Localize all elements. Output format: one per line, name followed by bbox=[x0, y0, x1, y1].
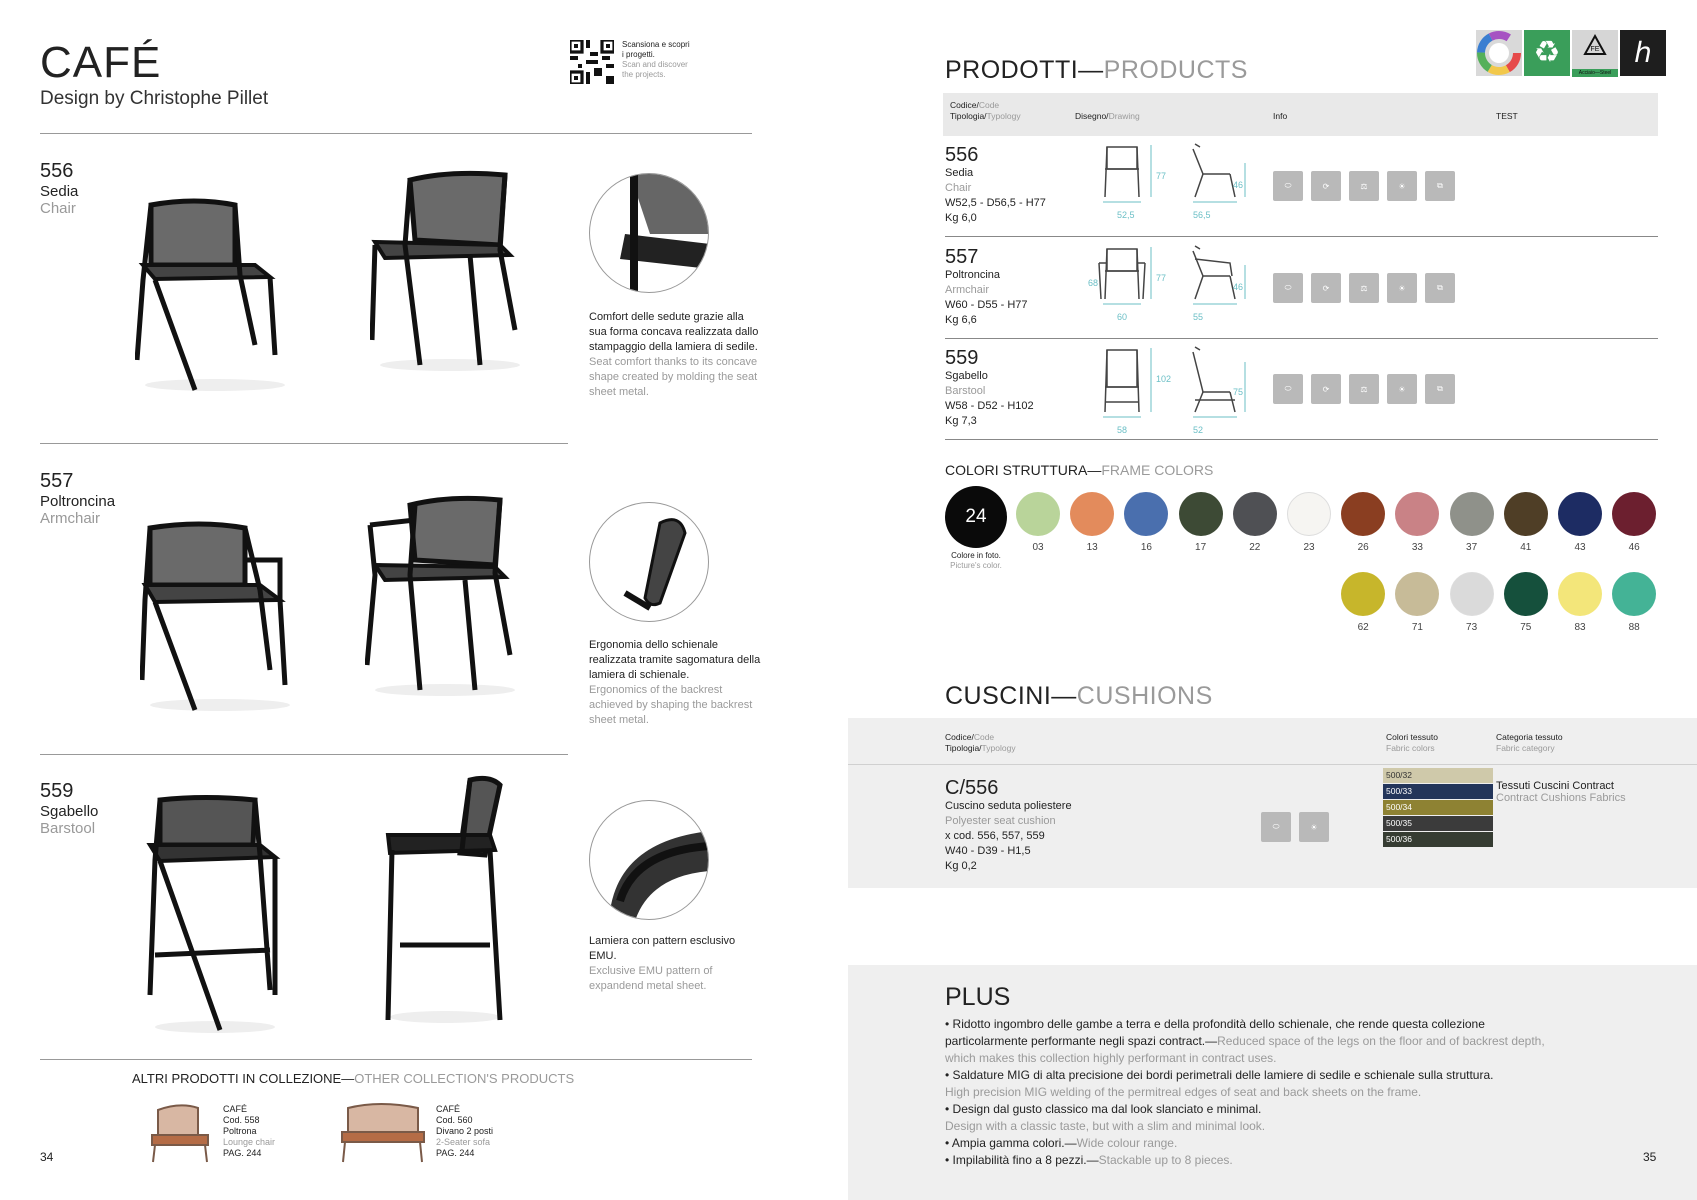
chair-556-side-image bbox=[370, 170, 530, 380]
dimension-label: 56,5 bbox=[1193, 210, 1211, 220]
fabric-swatch-500/36[interactable]: 500/36 bbox=[1383, 832, 1493, 847]
other-product-560[interactable]: CAFÉ Cod. 560 Divano 2 posti 2-Seater sofa PAG. 244 bbox=[436, 1104, 494, 1158]
color-swatch-75[interactable] bbox=[1504, 572, 1548, 616]
seat-shape-icon: ⬭ bbox=[1273, 171, 1303, 201]
color-swatch-24-caption: Colore in foto. Picture's color. bbox=[950, 551, 1002, 570]
chair-557-side-image bbox=[365, 495, 525, 700]
color-swatch-83[interactable] bbox=[1558, 572, 1602, 616]
barstool-559-front-image bbox=[145, 795, 285, 1035]
outdoor-sun-icon: ☀ bbox=[1387, 171, 1417, 201]
color-swatch-37[interactable] bbox=[1450, 492, 1494, 536]
divider bbox=[945, 439, 1658, 440]
dimension-label: 77 bbox=[1156, 273, 1167, 283]
frame-colors-heading: COLORI STRUTTURA—FRAME COLORS bbox=[945, 462, 1214, 478]
dimension-label: 46 bbox=[1233, 282, 1244, 292]
page-title: CAFÉ bbox=[40, 38, 162, 87]
stack-icon: ⟳ bbox=[1311, 273, 1341, 303]
divider bbox=[945, 338, 1658, 339]
product-556-label: 556 Sedia Chair bbox=[40, 160, 79, 217]
color-code-label: 23 bbox=[1303, 542, 1315, 553]
outdoor-sun-icon: ☀ bbox=[1387, 273, 1417, 303]
color-swatch-23[interactable] bbox=[1287, 492, 1331, 536]
chair-557-front-image bbox=[140, 520, 300, 715]
color-code-label: 17 bbox=[1195, 542, 1207, 553]
color-wheel-icon bbox=[1476, 30, 1522, 76]
test-icons-559 bbox=[1273, 374, 1455, 404]
color-swatch-33[interactable] bbox=[1395, 492, 1439, 536]
detail-559-image bbox=[589, 800, 709, 920]
note-559: Lamiera con pattern esclusivo EMU. Exclusive EMU pattern of expandend metal sheet. bbox=[589, 935, 736, 992]
page-number-left: 34 bbox=[40, 1150, 54, 1164]
product-557-label: 557 Poltroncina Armchair bbox=[40, 470, 116, 527]
color-code-label: 16 bbox=[1140, 542, 1152, 553]
product-row-559: 559 Sgabello Barstool W58 - D52 - H102 Kg 7,3 bbox=[945, 347, 1034, 427]
cushions-header-colors: Colori tessuto Fabric colors bbox=[1386, 732, 1438, 753]
dimension-label: 58 bbox=[1117, 425, 1128, 435]
plus-item: • Ampia gamma colori.—Wide colour range. bbox=[945, 1136, 1178, 1150]
color-code-label: 73 bbox=[1466, 622, 1478, 633]
divider bbox=[40, 1059, 752, 1060]
color-swatch-88[interactable] bbox=[1612, 572, 1656, 616]
dimension-label: 68 bbox=[1088, 278, 1099, 288]
divider bbox=[945, 236, 1658, 237]
color-code-label: 83 bbox=[1574, 622, 1586, 633]
fabric-swatch-500/32[interactable]: 500/32 bbox=[1383, 768, 1493, 783]
color-swatch-71[interactable] bbox=[1395, 572, 1439, 616]
color-code-label: 46 bbox=[1628, 542, 1640, 553]
color-code-label: 75 bbox=[1520, 622, 1532, 633]
note-556: Comfort delle sedute grazie alla sua forma concava realizzata dallo stampaggio della lamiera di sedile. Seat comfort thanks to its concave shape created by molding the seat sheet metal. bbox=[589, 311, 759, 398]
stackable-chairs-icon: ⧉ bbox=[1425, 171, 1455, 201]
color-swatch-24[interactable]: 24 bbox=[945, 486, 1007, 548]
steel-recycling-icon: FE Acciaio—Steel bbox=[1572, 30, 1618, 76]
barstool-559-side-image bbox=[380, 775, 510, 1025]
plus-item: • Impilabilità fino a 8 pezzi.—Stackable up to 8 pieces. bbox=[945, 1153, 1233, 1167]
color-code-label: 41 bbox=[1520, 542, 1532, 553]
cushions-heading: CUSCINI—CUSHIONS bbox=[945, 682, 1213, 710]
drawing-559 bbox=[1085, 342, 1265, 430]
color-code-label: 62 bbox=[1357, 622, 1369, 633]
svg-text:FE: FE bbox=[1590, 46, 1600, 53]
stackable-chairs-icon: ⧉ bbox=[1425, 273, 1455, 303]
color-swatch-22[interactable] bbox=[1233, 492, 1277, 536]
dimension-label: 102 bbox=[1156, 374, 1172, 384]
dimension-label: 46 bbox=[1233, 180, 1244, 190]
detail-557-image bbox=[589, 502, 709, 622]
cushions-header-category: Categoria tessuto Fabric category bbox=[1496, 732, 1563, 753]
color-code-label: 03 bbox=[1032, 542, 1044, 553]
plus-item: • Design dal gusto classico ma dal look slanciato e minimal. Design with a classic taste, but with a slim and minimal look. bbox=[945, 1102, 1266, 1133]
stack-icon: ⟳ bbox=[1311, 374, 1341, 404]
plus-content: PLUS • Ridotto ingombro delle gambe a terra e della profondità dello schienale, che rende questa collezione particolarmente performante negli spazi contract.—Reduced space of the legs on the floor and of backrest depth, which makes this collection highly performant in contract uses. • Saldature MIG di alta precisione dei bordi perimetrali delle lamiere di sedile e schienale sulla struttura. High precision MIG welding of the permitreal edges of seat and back sheets on the frame. • Design dal gusto classico ma dal look slanciato e minimal. Design with a classic taste, but with a slim and minimal look. • Ampia gamma colori.—Wide colour range. • Impilabilità fino a 8 pezzi.—Stackable up to 8 pieces. bbox=[945, 983, 1565, 1169]
color-code-label: 33 bbox=[1411, 542, 1423, 553]
seat-shape-icon: ⬭ bbox=[1273, 374, 1303, 404]
dimension-label: 52,5 bbox=[1117, 210, 1135, 220]
color-code-label: 88 bbox=[1628, 622, 1640, 633]
recycle-icon: ♻ bbox=[1524, 30, 1570, 76]
products-heading: PRODOTTI—PRODUCTS bbox=[945, 56, 1248, 84]
color-swatch-46[interactable] bbox=[1612, 492, 1656, 536]
detail-556-image bbox=[589, 173, 709, 293]
color-swatch-13[interactable] bbox=[1070, 492, 1114, 536]
other-product-558[interactable]: CAFÉ Cod. 558 Poltrona Lounge chair PAG. 244 bbox=[223, 1104, 276, 1158]
dimension-label: 75 bbox=[1233, 387, 1244, 397]
product-559-label: 559 Sgabello Barstool bbox=[40, 780, 99, 837]
color-swatch-73[interactable] bbox=[1450, 572, 1494, 616]
divider bbox=[848, 764, 1697, 765]
products-table-header: Codice/Code Tipologia/Typology Disegno/Drawing Info TEST bbox=[943, 93, 1658, 136]
seat-shape-icon: ⬭ bbox=[1273, 273, 1303, 303]
color-swatch-62[interactable] bbox=[1341, 572, 1385, 616]
designer-subtitle: Design by Christophe Pillet bbox=[40, 88, 269, 109]
color-code-label: 22 bbox=[1249, 542, 1261, 553]
color-code-label: 71 bbox=[1411, 622, 1423, 633]
note-557: Ergonomia dello schienale realizzata tramite sagomatura della lamiera di schienale. Ergonomics of the backrest achieved by shaping the backrest sheet metal. bbox=[589, 639, 761, 726]
test-icons-556 bbox=[1273, 171, 1455, 201]
plus-item: • Saldature MIG di alta precisione dei bordi perimetrali delle lamiere di sedile e schienale sulla struttura. High precision MIG welding of the permitreal edges of seat and back sheets on the frame. bbox=[945, 1068, 1494, 1099]
product-row-557: 557 Poltroncina Armchair W60 - D55 - H77 Kg 6,6 bbox=[945, 246, 1028, 326]
cushion-shape-icon: ⬭ bbox=[1261, 812, 1291, 842]
weight-load-icon: ⚖ bbox=[1349, 374, 1379, 404]
color-code-label: 43 bbox=[1574, 542, 1586, 553]
fabric-swatch-500/33[interactable]: 500/33 bbox=[1383, 784, 1493, 799]
dimension-label: 60 bbox=[1117, 312, 1128, 322]
color-swatch-41[interactable] bbox=[1504, 492, 1548, 536]
stack-icon: ⟳ bbox=[1311, 171, 1341, 201]
fabric-swatch-500/34[interactable]: 500/34 bbox=[1383, 800, 1493, 815]
qr-caption: Scansiona e scopri i progetti. Scan and discover the projects. bbox=[622, 40, 690, 79]
color-swatch-26[interactable] bbox=[1341, 492, 1385, 536]
test-icons-557 bbox=[1273, 273, 1455, 303]
stackable-chairs-icon: ⧉ bbox=[1425, 374, 1455, 404]
color-swatch-43[interactable] bbox=[1558, 492, 1602, 536]
cushion-info-icons bbox=[1261, 812, 1329, 842]
cushions-header-code: Codice/Code Tipologia/Typology bbox=[945, 732, 1016, 753]
lounge-chair-558-image[interactable] bbox=[150, 1100, 210, 1165]
chair-silhouette-icon: ℎ bbox=[1620, 30, 1666, 76]
fabric-category: Tessuti Cuscini Contract Contract Cushions Fabrics bbox=[1496, 780, 1626, 804]
weight-load-icon: ⚖ bbox=[1349, 171, 1379, 201]
cushion-row: C/556 Cuscino seduta poliestere Polyester seat cushion x cod. 556, 557, 559 W40 - D39 - H1,5 Kg 0,2 bbox=[945, 777, 1072, 872]
divider bbox=[40, 443, 568, 444]
divider bbox=[40, 754, 568, 755]
color-swatch-16[interactable] bbox=[1124, 492, 1168, 536]
plus-item: • Ridotto ingombro delle gambe a terra e della profondità dello schienale, che rende questa collezione particolarmente performante negli spazi contract.—Reduced space of the legs on the floor and of backrest depth, which makes this collection highly performant in contract uses. bbox=[945, 1017, 1545, 1065]
color-code-label: 37 bbox=[1466, 542, 1478, 553]
outdoor-sun-icon: ☀ bbox=[1299, 812, 1329, 842]
product-row-556: 556 Sedia Chair W52,5 - D56,5 - H77 Kg 6,0 bbox=[945, 144, 1046, 224]
weight-load-icon: ⚖ bbox=[1349, 273, 1379, 303]
other-products-title: ALTRI PRODOTTI IN COLLEZIONE—OTHER COLLECTION'S PRODUCTS bbox=[132, 1071, 575, 1086]
dimension-label: 55 bbox=[1193, 312, 1204, 322]
page-number-right: 35 bbox=[1643, 1150, 1657, 1164]
dimension-label: 52 bbox=[1193, 425, 1204, 435]
color-code-label: 26 bbox=[1357, 542, 1369, 553]
fabric-swatch-500/35[interactable]: 500/35 bbox=[1383, 816, 1493, 831]
sofa-560-image[interactable] bbox=[340, 1100, 425, 1165]
color-swatch-03[interactable] bbox=[1016, 492, 1060, 536]
chair-556-front-image bbox=[135, 195, 295, 395]
color-code-label: 13 bbox=[1086, 542, 1098, 553]
outdoor-sun-icon: ☀ bbox=[1387, 374, 1417, 404]
dimension-label: 77 bbox=[1156, 171, 1167, 181]
divider bbox=[40, 133, 752, 134]
color-swatch-17[interactable] bbox=[1179, 492, 1223, 536]
qr-code[interactable] bbox=[570, 40, 614, 84]
